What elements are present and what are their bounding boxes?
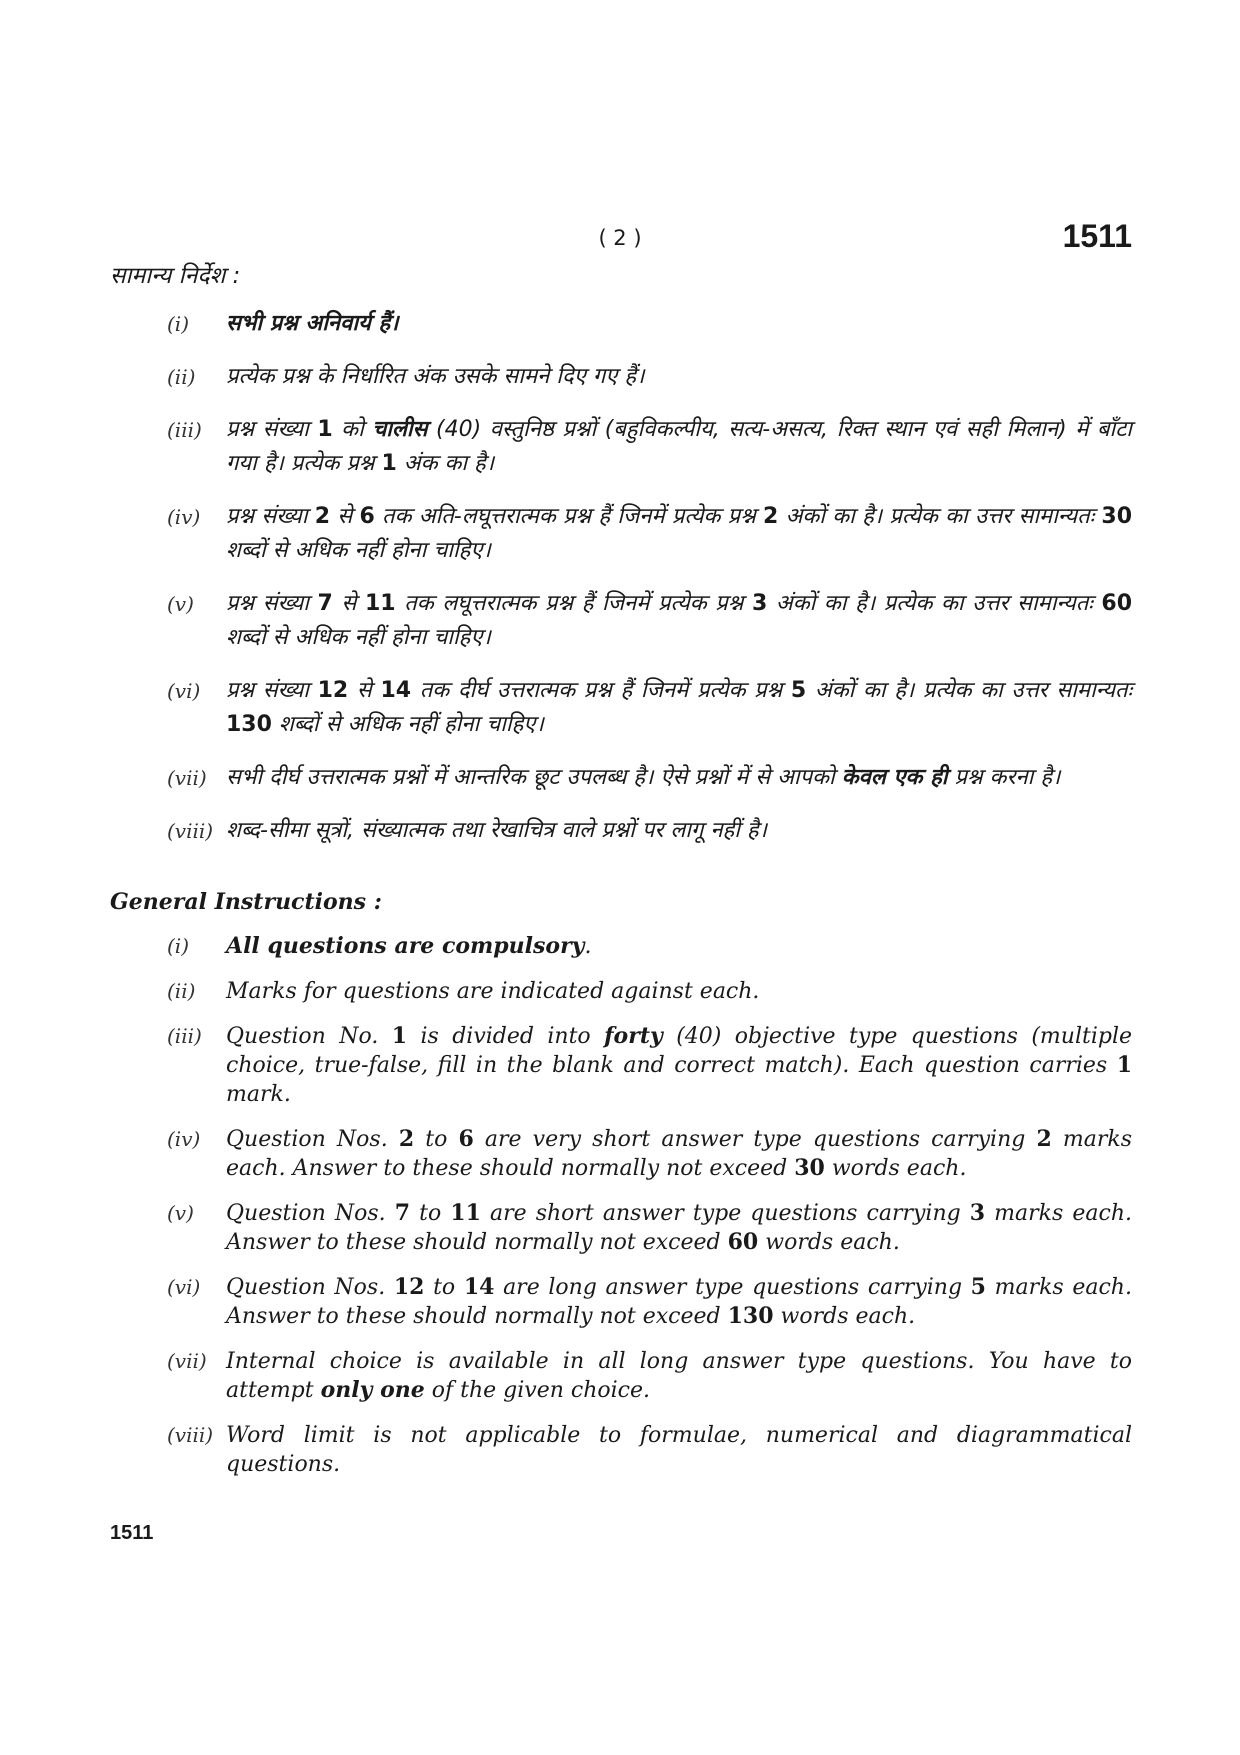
english-instruction-item <box>0 1125 1240 1183</box>
paper-code-header: 1511 <box>1062 218 1132 254</box>
text-run: तक अति-लघूत्तरात्मक प्रश्न हैं जिनमें प्रत्येक प्रश्न <box>374 504 764 529</box>
instruction-number: (viii) <box>167 819 214 843</box>
text-run: तक लघूत्तरात्मक प्रश्न हैं जिनमें प्रत्येक प्रश्न <box>395 591 752 616</box>
text-run: mark. <box>226 1082 291 1107</box>
text-run: (40) objective type questions (multiple choice, true-false, fill in the blank and correct match). Each question carries <box>226 1024 1132 1078</box>
text-run: to <box>414 1127 459 1152</box>
english-instruction-item <box>0 1421 1240 1479</box>
instruction-number: (iv) <box>167 505 201 529</box>
emphasis-text: forty <box>604 1023 663 1049</box>
instruction-number: (i) <box>167 934 190 958</box>
text-run: अंक का है। <box>396 451 495 476</box>
emphasis-text: 60 <box>727 1229 759 1255</box>
instruction-text <box>226 674 1132 742</box>
text-run: तक दीर्घ उत्तरात्मक प्रश्न हैं जिनमें प्रत्येक प्रश्न <box>411 678 791 703</box>
instruction-text <box>226 761 1132 795</box>
text-run: marks each. Answer to these should normally not exceed <box>226 1201 1132 1255</box>
instruction-number: (iii) <box>167 1024 202 1048</box>
instruction-number: (ii) <box>167 979 196 1003</box>
emphasis-text: केवल एक ही <box>841 765 948 790</box>
emphasis-text: 1 <box>381 451 397 476</box>
instruction-text <box>226 1347 1132 1405</box>
text-run: . <box>584 934 592 959</box>
text-run: शब्द-सीमा सूत्रों, संख्यात्मक तथा रेखाचित्र वाले प्रश्नों पर लागू नहीं है। <box>226 818 767 843</box>
text-run: प्रश्न संख्या <box>226 591 318 616</box>
text-run: words each. <box>824 1156 967 1181</box>
text-run: of the given choice. <box>424 1378 650 1403</box>
instruction-text <box>226 977 1132 1006</box>
english-instruction-item <box>0 977 1240 1006</box>
instruction-number: (viii) <box>167 1423 214 1447</box>
paper-code-footer: 1511 <box>110 1522 154 1544</box>
emphasis-text: 5 <box>790 678 807 703</box>
text-run: को <box>332 417 373 442</box>
english-instruction-item <box>0 1199 1240 1257</box>
text-run: से <box>348 678 381 703</box>
emphasis-text: 12 <box>393 1274 425 1300</box>
emphasis-text: 3 <box>969 1200 986 1226</box>
text-run: अंकों का है। प्रत्येक का उत्तर सामान्यतः <box>806 678 1133 703</box>
instruction-text <box>226 587 1132 655</box>
page-number: ( 2 ) <box>598 226 642 250</box>
text-run: are short answer type questions carrying <box>480 1201 970 1226</box>
instruction-text <box>226 1199 1132 1257</box>
text-run: प्रश्न संख्या <box>226 417 318 442</box>
instruction-number: (vi) <box>167 1275 201 1299</box>
emphasis-text: 14 <box>380 678 412 703</box>
emphasis-text: 130 <box>727 1303 774 1329</box>
text-run: (40) वस्तुनिष्ठ प्रश्नों (बहुविकल्पीय, सत्य-असत्य, रिक्त स्थान एवं सही मिलान) में बाँटा गया है। प्रत्येक प्रश्न <box>226 417 1132 476</box>
emphasis-text: 6 <box>359 504 375 529</box>
text-run: marks each. Answer to these should normally not exceed <box>226 1127 1133 1181</box>
instruction-number: (v) <box>167 592 194 616</box>
text-run: words each. <box>758 1230 900 1255</box>
text-run: शब्दों से अधिक नहीं होना चाहिए। <box>226 625 491 650</box>
instruction-number: (v) <box>167 1201 194 1225</box>
emphasis-text: 130 <box>226 712 272 737</box>
instruction-text <box>226 1273 1132 1331</box>
english-instructions-list <box>0 932 1240 1495</box>
instruction-text <box>226 1421 1132 1479</box>
hindi-instruction-item <box>0 761 1240 795</box>
instruction-text <box>226 307 1132 341</box>
hindi-instruction-item <box>0 814 1240 848</box>
emphasis-text: 11 <box>450 1200 481 1226</box>
text-run: Question Nos. <box>226 1127 399 1152</box>
emphasis-text: 2 <box>398 1126 415 1152</box>
text-run: शब्दों से अधिक नहीं होना चाहिए। <box>226 538 491 563</box>
text-run: Question Nos. <box>226 1201 395 1226</box>
emphasis-text: 60 <box>1101 591 1133 616</box>
instruction-number: (iv) <box>167 1127 201 1151</box>
emphasis-text: 7 <box>394 1200 411 1226</box>
text-run: to <box>424 1275 464 1300</box>
emphasis-text: 1 <box>317 417 333 442</box>
hindi-instruction-item <box>0 360 1240 394</box>
hindi-instruction-item <box>0 587 1240 655</box>
instruction-text <box>226 1022 1132 1109</box>
instruction-text <box>226 413 1132 481</box>
instruction-text <box>226 1125 1132 1183</box>
instruction-number: (vii) <box>167 766 207 790</box>
instruction-text <box>226 932 1132 961</box>
instruction-number: (vii) <box>167 1349 207 1373</box>
text-run: शब्दों से अधिक नहीं होना चाहिए। <box>271 712 544 737</box>
text-run: words each. <box>773 1304 916 1329</box>
hindi-instructions-list <box>0 307 1240 867</box>
text-run: Marks for questions are indicated against each. <box>226 979 760 1004</box>
emphasis-text: 5 <box>970 1274 986 1300</box>
instruction-number: (i) <box>167 312 190 336</box>
text-run: प्रश्न संख्या <box>226 678 318 703</box>
text-run: से <box>332 591 365 616</box>
emphasis-text: All questions are compulsory <box>226 933 585 959</box>
emphasis-text: 2 <box>763 504 779 529</box>
english-instruction-item <box>0 932 1240 961</box>
emphasis-text: सभी प्रश्न अनिवार्य हैं। <box>226 311 399 336</box>
hindi-instructions-heading: सामान्य निर्देश : <box>110 263 241 289</box>
emphasis-text: 1 <box>1116 1052 1132 1078</box>
emphasis-text: 1 <box>391 1023 408 1049</box>
text-run: प्रत्येक प्रश्न के निर्धारित अंक उसके सामने दिए गए हैं। <box>226 364 645 389</box>
text-run: Internal choice is available in all long answer type questions. You have to attempt <box>226 1349 1132 1403</box>
text-run: अंकों का है। प्रत्येक का उत्तर सामान्यतः <box>767 591 1102 616</box>
text-run: अंकों का है। प्रत्येक का उत्तर सामान्यतः <box>778 504 1102 529</box>
text-run: प्रश्न करना है। <box>947 765 1061 790</box>
english-instruction-item <box>0 1347 1240 1405</box>
emphasis-text: 14 <box>463 1274 495 1300</box>
emphasis-text: only one <box>320 1377 425 1403</box>
emphasis-text: 2 <box>314 504 331 529</box>
hindi-instruction-item <box>0 307 1240 341</box>
hindi-instruction-item <box>0 413 1240 481</box>
instruction-number: (iii) <box>167 418 202 442</box>
english-instruction-item <box>0 1273 1240 1331</box>
emphasis-text: 11 <box>365 591 396 616</box>
text-run: Word limit is not applicable to formulae, numerical and diagrammatical questions. <box>226 1423 1132 1477</box>
instruction-text <box>226 814 1132 848</box>
text-run: are very short answer type questions carrying <box>473 1127 1037 1152</box>
instruction-text <box>226 360 1132 394</box>
instruction-text <box>226 500 1132 568</box>
text-run: are long answer type questions carrying <box>494 1275 971 1300</box>
text-run: is divided into <box>407 1024 605 1049</box>
emphasis-text: 30 <box>794 1155 825 1181</box>
text-run: Question No. <box>226 1024 392 1049</box>
emphasis-text: 12 <box>317 678 349 703</box>
text-run: सभी दीर्घ उत्तरात्मक प्रश्नों में आन्तरिक छूट उपलब्ध है। ऐसे प्रश्नों में से आपको <box>226 765 842 790</box>
text-run: से <box>330 504 360 529</box>
text-run: marks each. Answer to these should normally not exceed <box>226 1275 1132 1329</box>
emphasis-text: 30 <box>1101 504 1133 529</box>
emphasis-text: 7 <box>317 591 333 616</box>
text-run: प्रश्न संख्या <box>226 504 315 529</box>
hindi-instruction-item <box>0 500 1240 568</box>
instruction-number: (ii) <box>167 365 196 389</box>
instruction-number: (vi) <box>167 679 201 703</box>
hindi-instruction-item <box>0 674 1240 742</box>
english-instruction-item <box>0 1022 1240 1109</box>
emphasis-text: 2 <box>1036 1126 1052 1152</box>
emphasis-text: 3 <box>751 591 768 616</box>
emphasis-text: चालीस <box>372 417 428 442</box>
emphasis-text: 6 <box>458 1126 474 1152</box>
text-run: Question Nos. <box>226 1275 394 1300</box>
text-run: to <box>410 1201 451 1226</box>
english-instructions-heading: General Instructions : <box>110 889 382 915</box>
